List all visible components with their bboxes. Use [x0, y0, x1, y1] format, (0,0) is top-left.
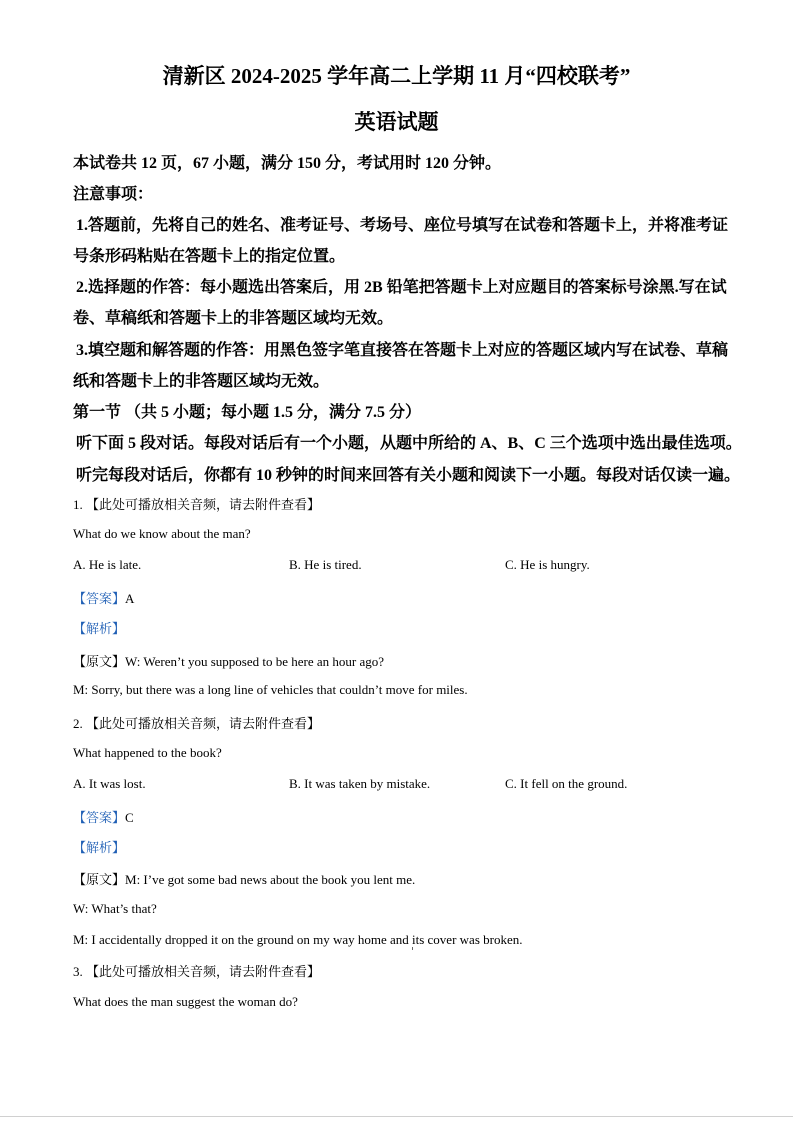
q3-audio-link[interactable]: 3. 【此处可播放相关音频，请去附件查看】 — [73, 964, 321, 979]
q1-answer: A — [125, 591, 135, 606]
q1-option-a: A. He is late. — [73, 557, 142, 572]
q2-transcript-tag: 【原文】 — [73, 872, 126, 887]
q2-answer: C — [125, 810, 134, 825]
notes-heading: 注意事项： — [73, 186, 154, 203]
q1-transcript-line-1 — [73, 651, 384, 670]
q2-answer-row — [73, 807, 134, 826]
exam-subtitle: 英语试题 — [354, 110, 439, 134]
q3-stem: What does the man suggest the woman do? — [73, 994, 298, 1009]
section-heading: 第一节 （共 5 小题；每小题 1.5 分，满分 7.5 分） — [73, 404, 422, 421]
q1-option-b: B. He is tired. — [289, 557, 362, 572]
note-1-line-1: 1.答题前，先将自己的姓名、准考证号、考场号、座位号填写在试卷和答题卡上，并将准考证 — [76, 217, 729, 234]
q2-transcript-line-2: W: What’s that? — [73, 901, 157, 916]
q1-transcript-line-2: M: Sorry, but there was a long line of vehicles that couldn’t move for miles. — [73, 682, 468, 697]
q1-stem: What do we know about the man? — [73, 526, 251, 541]
q2-analysis-tag: 【解析】 — [73, 840, 126, 855]
q1-audio-link[interactable]: 1. 【此处可播放相关音频，请去附件查看】 — [73, 497, 321, 512]
q2-transcript-line-3: M: I accidentally dropped it on the ground on my way home and its cover was broken. — [73, 932, 523, 947]
q1-transcript-text-1: W: Weren’t you supposed to be here an hour ago? — [125, 654, 385, 669]
q2-option-c: C. It fell on the ground. — [505, 776, 628, 791]
q1-transcript-tag: 【原文】 — [73, 654, 126, 669]
q1-analysis-tag: 【解析】 — [73, 621, 126, 636]
note-1-line-2: 号条形码粘贴在答题卡上的指定位置。 — [73, 248, 346, 265]
q2-stem: What happened to the book? — [73, 745, 222, 760]
note-3-line-2: 纸和答题卡上的非答题区域均无效。 — [73, 373, 330, 390]
q2-option-b: B. It was taken by mistake. — [289, 776, 431, 791]
section-directions-line-1: 听下面 5 段对话。每段对话后有一个小题，从题中所给的 A、B、C 三个选项中选出最佳选项。 — [76, 435, 742, 452]
q2-transcript-text-1: M: I’ve got some bad news about the book you lent me. — [125, 872, 416, 887]
note-2-line-2: 卷、草稿纸和答题卡上的非答题区域均无效。 — [73, 310, 394, 327]
note-3-line-1: 3.填空题和解答题的作答：用黑色签字笔直接答在答题卡上对应的答题区域内写在试卷、草稿 — [76, 342, 729, 359]
q2-answer-tag: 【答案】 — [73, 810, 126, 825]
q2-transcript-line-1 — [73, 869, 415, 888]
exam-title: 清新区 2024-2025 学年高二上学期 11 月“四校联考” — [162, 64, 631, 88]
q2-audio-link[interactable]: 2. 【此处可播放相关音频，请去附件查看】 — [73, 716, 321, 731]
q2-option-a: A. It was lost. — [73, 776, 146, 791]
q1-answer-tag: 【答案】 — [73, 591, 126, 606]
page-bottom-divider — [0, 1116, 793, 1117]
section-directions-line-2: 听完每段对话后，你都有 10 秒钟的时间来回答有关小题和阅读下一小题。每段对话仅读一遍。 — [76, 467, 741, 484]
q1-option-c: C. He is hungry. — [505, 557, 590, 572]
exam-summary: 本试卷共 12 页，67 小题，满分 150 分，考试用时 120 分钟。 — [73, 155, 502, 172]
note-2-line-1: 2.选择题的作答：每小题选出答案后，用 2B 铅笔把答题卡上对应题目的答案标号涂黑.写在试 — [76, 279, 727, 296]
small-mark — [412, 947, 413, 950]
q1-answer-row — [73, 588, 134, 607]
